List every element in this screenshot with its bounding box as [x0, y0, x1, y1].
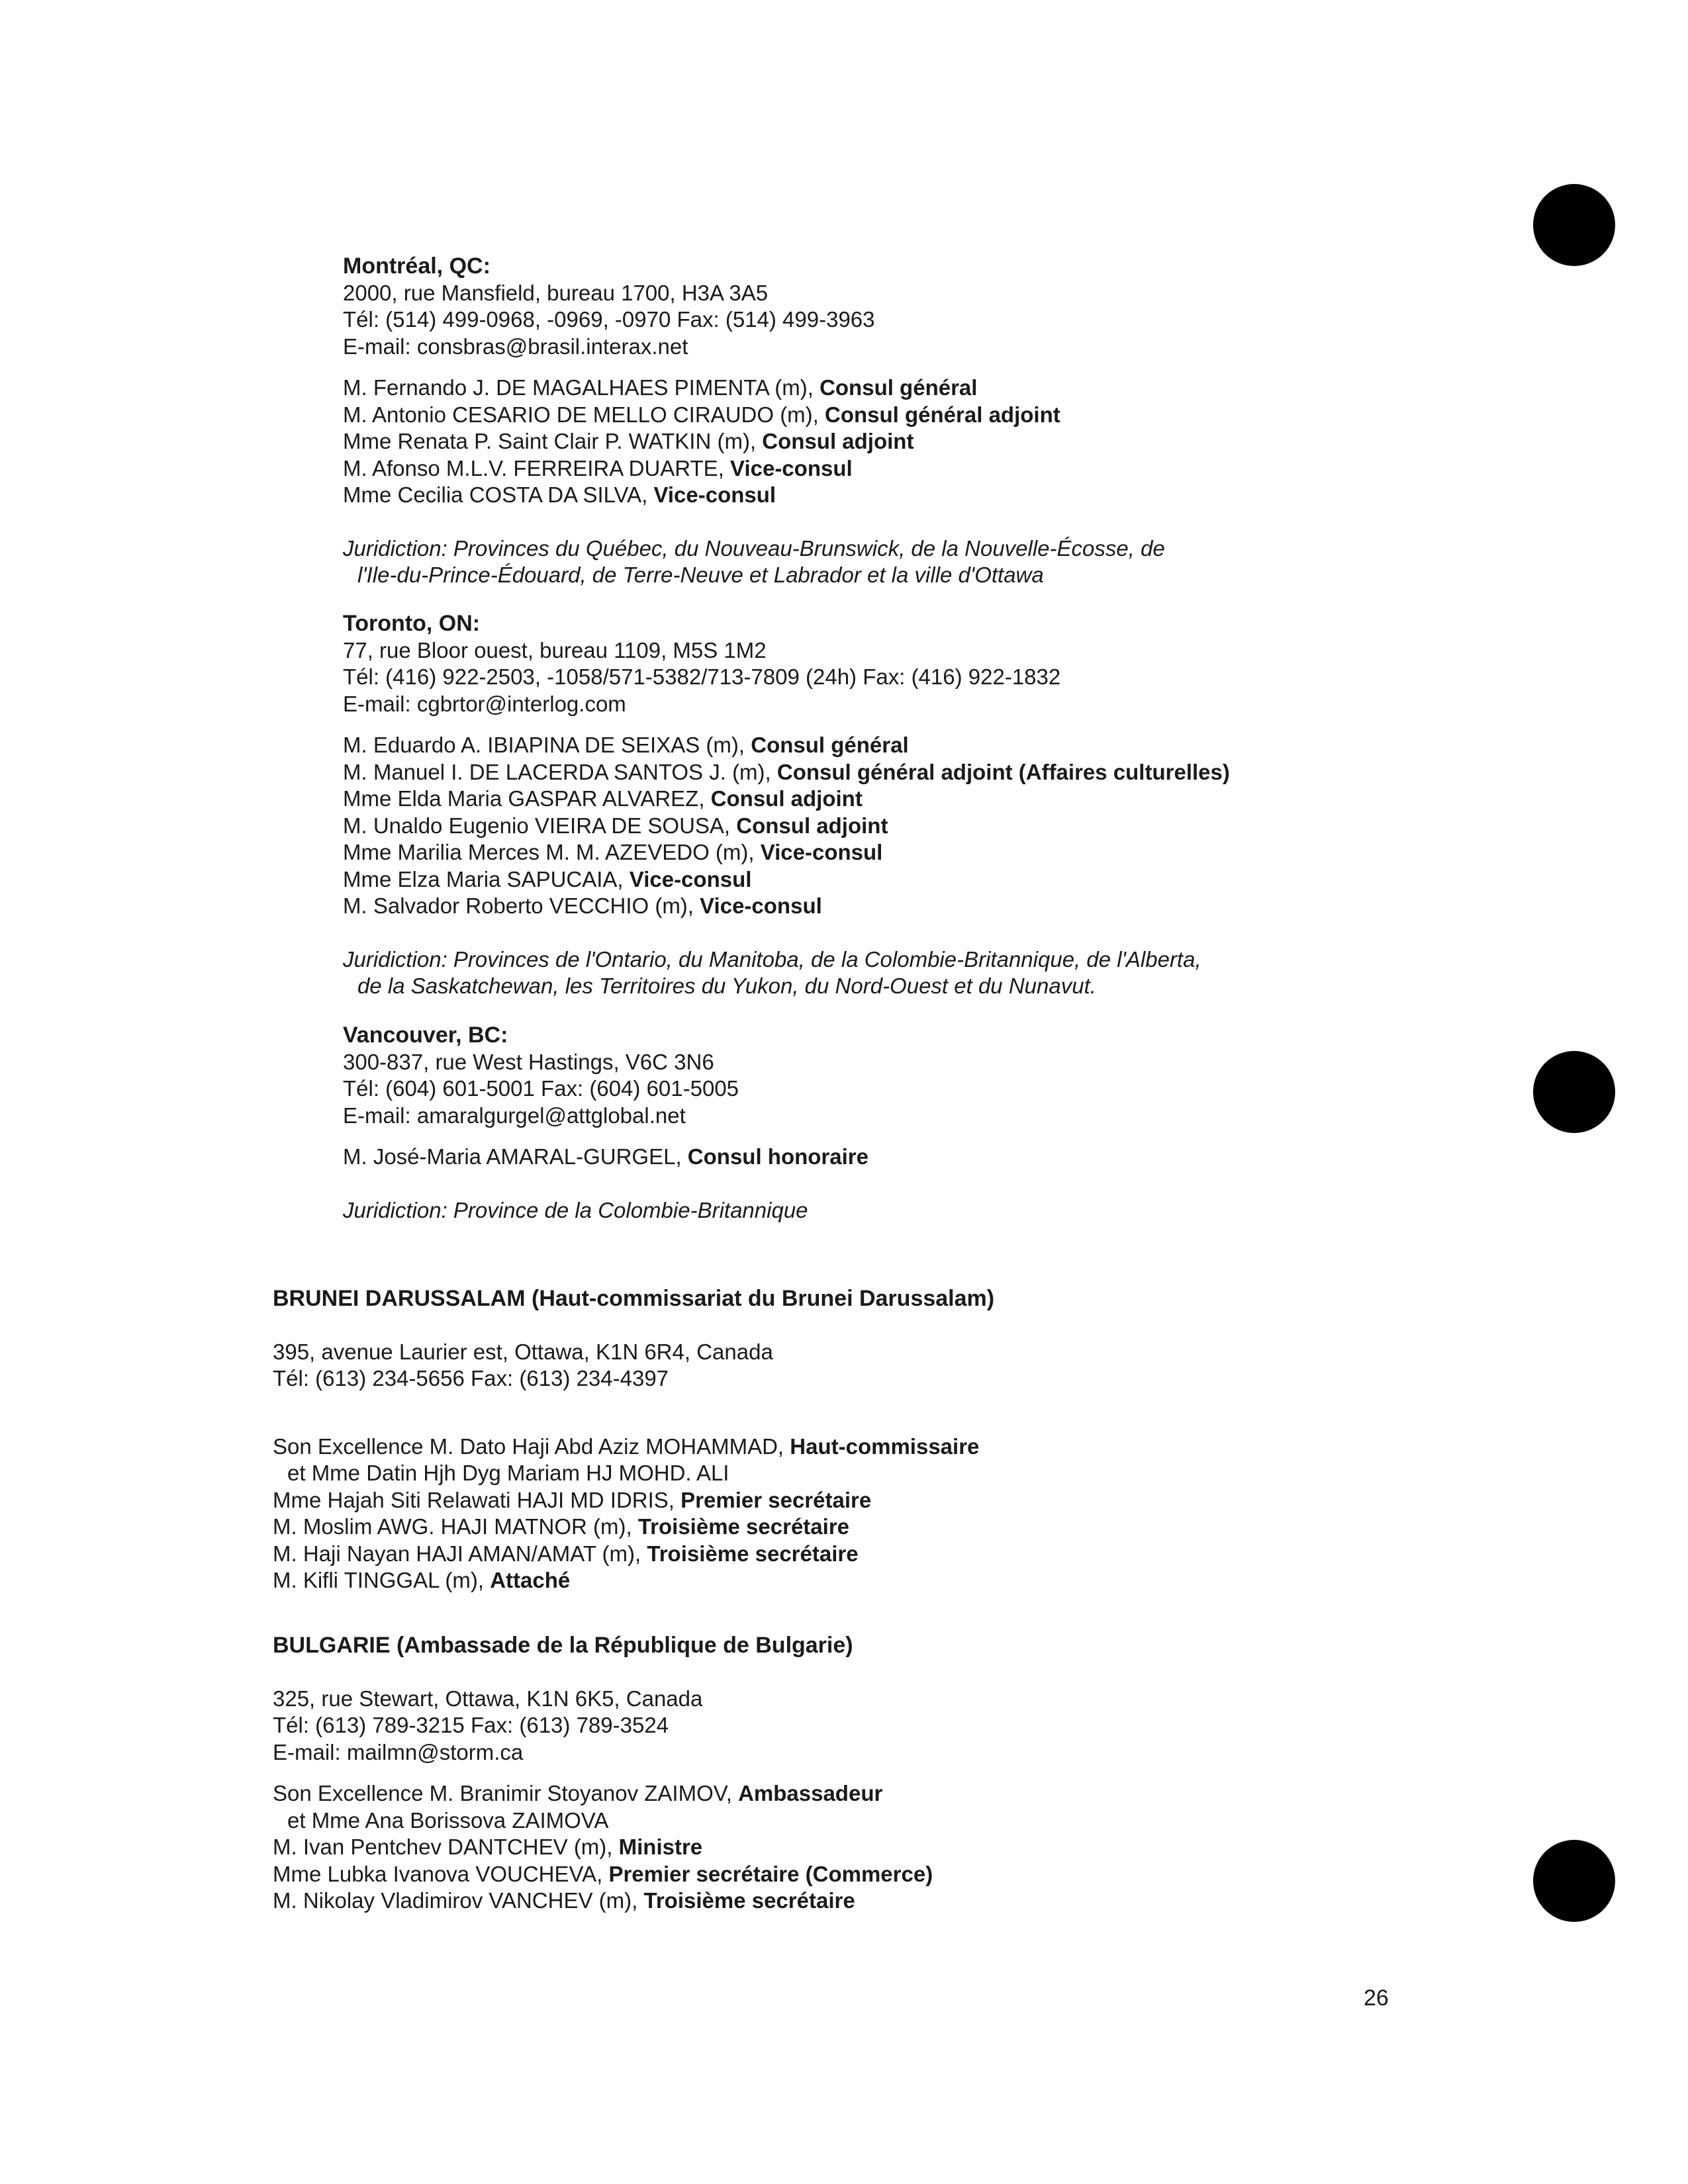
jurisdiction-text: l'Ile-du-Prince-Édouard, de Terre-Neuve et Labrador et la ville d'Ottawa: [357, 563, 1044, 587]
staff-name: M. Salvador Roberto VECCHIO (m),: [343, 893, 694, 918]
staff-title: Consul général: [820, 375, 978, 400]
staff-name: M. Afonso M.L.V. FERREIRA DUARTE,: [343, 455, 724, 480]
staff-name: Mme Marilia Merces M. M. AZEVEDO (m),: [343, 840, 755, 864]
staff-title: Troisième secrétaire: [637, 1514, 850, 1539]
consulate-email: E-mail: cgbrtor@interlog.com: [343, 691, 626, 716]
country-brunei: [273, 1285, 994, 1594]
country-phone: Tél: (613) 789-3215 Fax: (613) 789-3524: [273, 1713, 669, 1737]
staff-title: Haut-commissaire: [790, 1433, 980, 1459]
staff-name: M. Moslim AWG. HAJI MATNOR (m),: [273, 1514, 632, 1539]
staff-title: Premier secrétaire: [680, 1487, 872, 1512]
staff-name: M. Eduardo A. IBIAPINA DE SEIXAS (m),: [343, 733, 745, 757]
staff-title: Consul général: [751, 733, 909, 757]
staff-entry: [273, 1780, 933, 1807]
staff-entry: [273, 1807, 933, 1835]
staff-title: Attaché: [490, 1568, 571, 1592]
staff-entry: [273, 1514, 994, 1541]
staff-title: Ministre: [618, 1835, 703, 1859]
consulate-vancouver: [343, 1022, 868, 1224]
staff-entry: [343, 402, 1165, 429]
staff-name: Mme Elda Maria GASPAR ALVAREZ,: [343, 786, 705, 811]
consulate-city: Montréal, QC:: [343, 253, 491, 279]
staff-list: [273, 1433, 994, 1594]
staff-entry: [343, 455, 1165, 482]
staff-list: [343, 732, 1230, 920]
consulate-city: Toronto, ON:: [343, 611, 481, 636]
country-email: E-mail: mailmn@storm.ca: [273, 1739, 524, 1764]
staff-entry: [343, 759, 1230, 786]
consulate-address: 2000, rue Mansfield, bureau 1700, H3A 3A5: [343, 280, 769, 305]
staff-name: Mme Lubka Ivanova VOUCHEVA,: [273, 1861, 603, 1886]
staff-list: [273, 1780, 933, 1915]
staff-title: Premier secrétaire (Commerce): [608, 1861, 933, 1886]
page-number: 26: [1364, 1985, 1389, 2011]
staff-entry: [273, 1487, 994, 1514]
staff-title: Consul général adjoint: [825, 402, 1060, 427]
staff-name: M. Manuel I. DE LACERDA SANTOS J. (m),: [343, 759, 771, 784]
staff-entry: [273, 1541, 994, 1568]
country-heading: BULGARIE (Ambassade de la République de Bulgarie): [273, 1633, 853, 1658]
staff-name: M. Ivan Pentchev DANTCHEV (m),: [273, 1835, 613, 1859]
binder-hole: [1533, 1840, 1615, 1922]
staff-list: [343, 1144, 868, 1171]
staff-title: Vice-consul: [700, 893, 822, 918]
binder-hole: [1533, 184, 1615, 266]
staff-entry: [343, 482, 1165, 509]
staff-name: et Mme Datin Hjh Dyg Mariam HJ MOHD. ALI: [287, 1461, 729, 1485]
staff-title: Vice-consul: [730, 455, 853, 480]
staff-name: Mme Renata P. Saint Clair P. WATKIN (m),: [343, 429, 757, 453]
staff-entry: [343, 732, 1230, 759]
staff-name: Son Excellence M. Dato Haji Abd Aziz MOHAMMAD,: [273, 1433, 784, 1459]
country-address: 395, avenue Laurier est, Ottawa, K1N 6R4, Canada: [273, 1339, 773, 1364]
consulate-address: 300-837, rue West Hastings, V6C 3N6: [343, 1049, 714, 1074]
staff-entry: [343, 893, 1230, 920]
staff-title: Vice-consul: [653, 482, 776, 507]
staff-title: Ambassadeur: [738, 1781, 883, 1805]
jurisdiction-text: de la Saskatchewan, les Territoires du Yukon, du Nord-Ouest et du Nunavut.: [357, 974, 1096, 998]
consulate-toronto: [343, 610, 1230, 1000]
staff-entry: [343, 866, 1230, 893]
consulate-phone: Tél: (514) 499-0968, -0969, -0970 Fax: (514) 499-3963: [343, 307, 875, 332]
jurisdiction-text: Juridiction: Provinces du Québec, du Nouveau-Brunswick, de la Nouvelle-Écosse, de: [343, 535, 1165, 561]
staff-entry: [343, 375, 1165, 402]
staff-entry: [343, 839, 1230, 866]
staff-entry: [273, 1888, 933, 1915]
staff-name: M. Nikolay Vladimirov VANCHEV (m),: [273, 1888, 638, 1913]
staff-name: et Mme Ana Borissova ZAIMOVA: [287, 1807, 609, 1833]
country-phone: Tél: (613) 234-5656 Fax: (613) 234-4397: [273, 1366, 669, 1390]
staff-entry: [343, 786, 1230, 813]
staff-entry: [343, 813, 1230, 840]
binder-hole: [1533, 1051, 1615, 1133]
staff-entry: [273, 1834, 933, 1861]
staff-title: Vice-consul: [629, 866, 752, 891]
staff-title: Troisième secrétaire: [647, 1541, 859, 1566]
staff-title: Vice-consul: [760, 840, 883, 864]
consulate-address: 77, rue Bloor ouest, bureau 1109, M5S 1M2: [343, 637, 767, 662]
staff-entry: [343, 1144, 868, 1171]
staff-title: Consul honoraire: [687, 1144, 868, 1169]
consulate-email: E-mail: amaralgurgel@attglobal.net: [343, 1103, 686, 1128]
consulate-phone: Tél: (604) 601-5001 Fax: (604) 601-5005: [343, 1076, 739, 1101]
country-address: 325, rue Stewart, Ottawa, K1N 6K5, Canada: [273, 1686, 703, 1711]
staff-entry: [273, 1567, 994, 1594]
consulate-email: E-mail: consbras@brasil.interax.net: [343, 334, 688, 359]
staff-name: M. Fernando J. DE MAGALHAES PIMENTA (m),: [343, 375, 814, 400]
jurisdiction-text: Juridiction: Provinces de l'Ontario, du Manitoba, de la Colombie-Britannique, de l'Alberta,: [343, 946, 1201, 972]
country-bulgarie: [273, 1632, 933, 1915]
staff-name: M. José-Maria AMARAL-GURGEL,: [343, 1144, 682, 1169]
staff-name: Mme Elza Maria SAPUCAIA,: [343, 866, 624, 891]
staff-name: Mme Cecilia COSTA DA SILVA,: [343, 482, 648, 507]
staff-entry: [273, 1433, 994, 1461]
staff-title: Consul adjoint: [762, 429, 914, 453]
staff-name: M. Haji Nayan HAJI AMAN/AMAT (m),: [273, 1541, 641, 1566]
staff-title: Consul adjoint: [736, 813, 888, 838]
staff-list: [343, 375, 1165, 509]
country-heading: BRUNEI DARUSSALAM (Haut-commissariat du Brunei Darussalam): [273, 1286, 995, 1311]
staff-entry: [343, 428, 1165, 455]
staff-title: Troisième secrétaire: [643, 1888, 855, 1913]
consulate-phone: Tél: (416) 922-2503, -1058/571-5382/713-7809 (24h) Fax: (416) 922-1832: [343, 664, 1061, 689]
staff-entry: [273, 1460, 994, 1487]
staff-name: M. Antonio CESARIO DE MELLO CIRAUDO (m),: [343, 402, 819, 427]
staff-name: M. Unaldo Eugenio VIEIRA DE SOUSA,: [343, 813, 731, 838]
consulate-city: Vancouver, BC:: [343, 1023, 508, 1048]
jurisdiction-text: Juridiction: Province de la Colombie-Britannique: [343, 1197, 808, 1222]
consulate-montreal: [343, 253, 1165, 589]
staff-title: Consul général adjoint (Affaires culturelles): [776, 759, 1230, 784]
staff-name: Mme Hajah Siti Relawati HAJI MD IDRIS,: [273, 1487, 675, 1512]
staff-name: M. Kifli TINGGAL (m),: [273, 1568, 485, 1592]
staff-title: Consul adjoint: [710, 786, 863, 811]
staff-name: Son Excellence M. Branimir Stoyanov ZAIMOV,: [273, 1781, 732, 1805]
staff-entry: [273, 1861, 933, 1888]
